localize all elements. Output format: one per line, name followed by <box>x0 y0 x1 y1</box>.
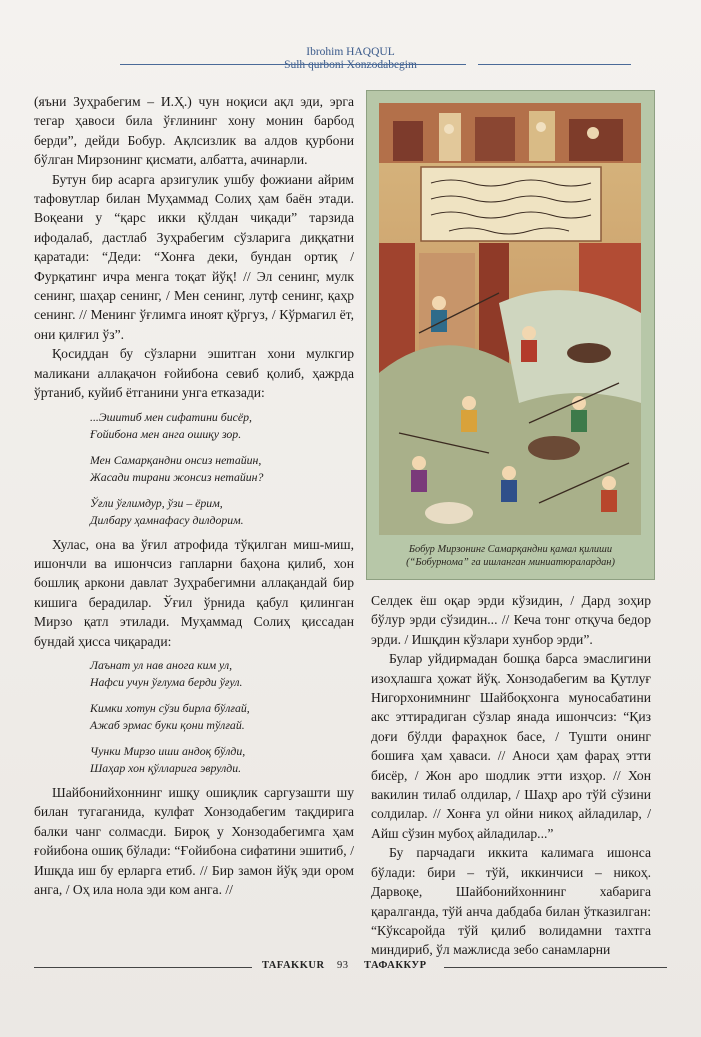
running-header <box>0 46 701 72</box>
header-rule-left <box>120 64 466 65</box>
figure-caption <box>373 543 648 569</box>
verse-line: Кимки хотун сўзи бирла бўлғай, <box>90 700 250 715</box>
miniature-figure <box>366 90 655 580</box>
verse-line: Ўғли ўғлимдур, ўзи – ёрим, <box>90 495 223 510</box>
verse-line: Жасади тирани жонсиз нетайин? <box>90 469 264 484</box>
verse-line: Мен Самарқандни онсиз нетайин, <box>90 452 262 467</box>
verse-stanza <box>90 700 354 734</box>
header-rule-right <box>478 64 631 65</box>
left-column <box>34 92 354 899</box>
footer-rule-right <box>444 967 667 968</box>
caption-line: Бобур Мирзонинг Самарқандни қамал қилиши <box>408 544 613 555</box>
verse-line: Нафси учун ўғлума берди ўғул. <box>90 674 243 689</box>
paragraph: (яъни Зуҳрабегим – И.Ҳ.) чун ноқиси ақл эди, эрга тегар ҳавоси била ўғлининг хону монин барбод берди”, дейди Бобур. Ақлсизлик ва алдов қурбони бўлган Мирзонинг қисмати, албатта, ачинарли. <box>34 94 354 168</box>
verse-line: Дилбару ҳамнафасу дилдорим. <box>90 512 244 527</box>
miniature-painting <box>379 103 641 535</box>
verse-block-1 <box>90 409 354 529</box>
verse-line: Чунки Мирзо иши андоқ бўлди, <box>90 743 246 758</box>
footer-journal-latin: TAFAKKUR <box>262 960 325 971</box>
verse-line: Шаҳар хон қўлларига эврулди. <box>90 760 242 775</box>
header-article-title: Sulh qurboni Xonzodabegim <box>284 59 417 71</box>
right-column <box>371 591 651 960</box>
verse-stanza <box>90 657 354 691</box>
verse-stanza <box>90 409 354 443</box>
paragraph: Шайбонийхоннинг ишқу ошиқлик саргузашти шу билан тугаганида, кулфат Хонзодабегим тақдирига балки чанг солмасди. Бироқ у Хонзодабегимга ҳам ғойибона ошиқ бўлади: “Ғойибона сифатини эшитиб, / Ишқда иш бу ерларга етиб. // Бир замон йўқ эди ором анга, / Оҳ ила нола эди ком анга. // <box>34 784 354 897</box>
paragraph: Қосиддан бу сўзларни эшитган хони мулкгир маликани аллақачон ғойибона севиб қолиб, ҳажрда ўртаниб, куйиб ётганини унга етказади: <box>34 346 354 401</box>
verse-line: ...Эшитиб мен сифатини бисёр, <box>90 409 252 424</box>
verse-block-2 <box>90 657 354 777</box>
page-number: 93 <box>337 960 349 971</box>
verse-line: Лаънат ул нав анога ким ул, <box>90 657 233 672</box>
siege-miniature-illustration <box>379 103 641 535</box>
paragraph: Селдек ёш оқар эрди кўзидин, / Дард зоҳир бўлур эрди сўзидин... // Кеча тонг отқуча бедор эрди. / Ишқдин кўзлари хунбор эрди”. <box>371 593 651 647</box>
verse-stanza <box>90 743 354 777</box>
verse-line: Ажаб эрмас буки қони тўлғай. <box>90 717 245 732</box>
footer-rule-left <box>34 967 252 968</box>
running-footer <box>34 960 667 974</box>
footer-journal-cyrillic: ТАФАККУР <box>364 960 427 971</box>
paragraph: Хулас, она ва ўғил атрофида тўқилган миш-миш, ишончли ва ишончсиз гапларни баҳона қилиб, хон бошлиқ аркони давлат Зуҳрабегимни аллақандай бир кишига берадилар. Ўғил ўрнида қабул қилинган Мирзо қатл этилади. Муҳаммад Солиҳ қиссадан бундай ҳисса чиқаради: <box>34 536 354 649</box>
paragraph: Булар уйдирмадан бошқа барса эмаслигини изоҳлашга ҳожат йўқ. Хонзодабегим ва Қутлуғ Нигорхонимнинг Шайбоқхонга муносабатини акс эттирадиган сўзлар янада ишончсиз: “Қиз доғи бўлди фараҳнок басе, / Тушти онинг бошиға ҳам ҳаваси. // Аноси ҳам фараҳ этти бисёр, / Жон аро шодлик этти изҳор. // Хон вакилин тилаб олдилар, / Шаҳр аро тўй сўзини солдилар. // Хонға ул ойни никоҳ айладилар, / Айш сўзин мубоҳ айладилар...” <box>371 651 651 841</box>
verse-stanza <box>90 452 354 486</box>
verse-stanza <box>90 495 354 529</box>
verse-line: Ғойибона мен анга ошиқу зор. <box>90 426 242 441</box>
paragraph: Бу парчадаги иккита калимага ишонса бўлади: бири – тўй, иккинчиси – никоҳ. Дарвоқе, Шайбонийхоннинг хабарига қаралганда, тўй анча дабдаба билан ўтказилган: “Кўксаройда тўй қилиб волидамни тахтга миндириб, ўл мажлисда зебо санамларни <box>371 845 651 958</box>
paragraph: Бутун бир асарга арзигулик ушбу фожиани айрим тафовутлар билан Муҳаммад Солиҳ ҳам баён этади. Воқеани у “қарс икки қўлдан чиқади” тарзида ифодалаб, дастлаб Зуҳрабегим сўзларига диққатни қаратади: “Деди: “Хонға деки, бундан ортиқ / Фурқатинг ичра менга тоқат йўқ! // Эл сенинг, мулк сенинг, шаҳар сенинг, / Мен сенинг, лутф сенинг, қаҳр сенинг. // Менинг ўғлимга иноят қўргуз, / Кўрмагил ёт, они қилғил ўз”. <box>34 171 354 342</box>
caption-line: (“Бобурнома” га ишланган миниатюралардан) <box>406 557 615 568</box>
header-author: Ibrohim HAQQUL <box>306 46 395 58</box>
